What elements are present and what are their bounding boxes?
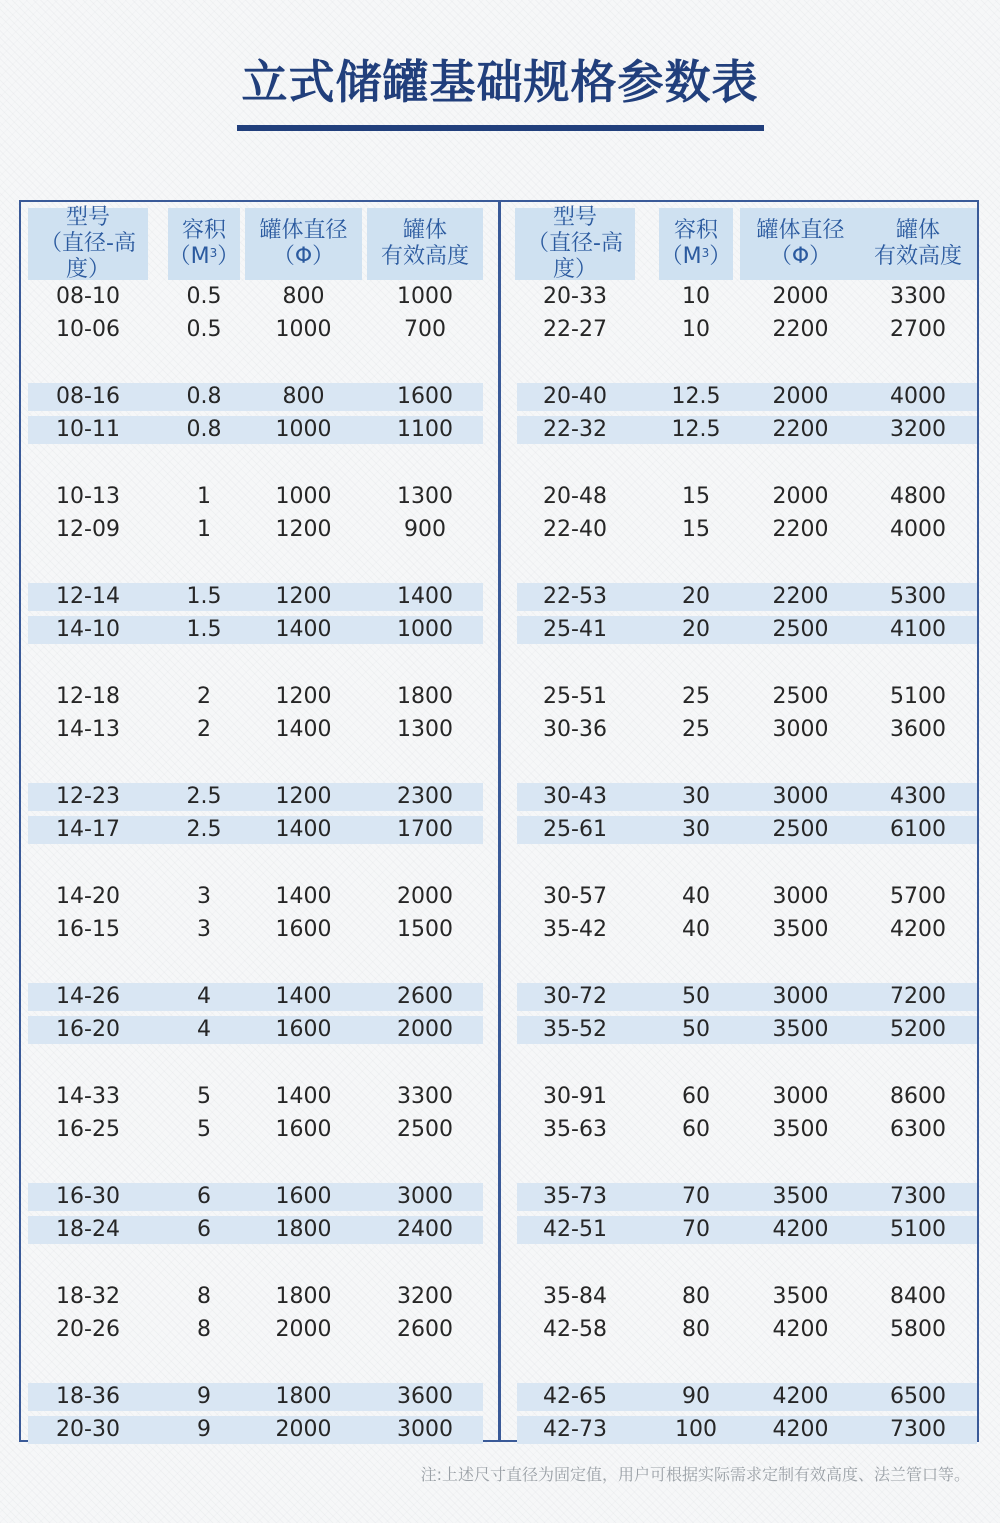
left-cell-volume: 1 bbox=[197, 484, 211, 509]
left-header-height bbox=[367, 208, 483, 280]
left-cell-diameter: 1400 bbox=[275, 1084, 332, 1109]
left-cell-diameter: 800 bbox=[282, 384, 325, 409]
left-cell-model: 10-06 bbox=[56, 317, 120, 342]
left-cell-volume: 6 bbox=[197, 1184, 211, 1209]
right-cell-volume: 15 bbox=[682, 517, 710, 542]
right-header-model bbox=[515, 205, 635, 282]
right-cell-volume: 20 bbox=[682, 584, 710, 609]
header-line1: 罐体 bbox=[402, 218, 447, 243]
left-cell-height: 2600 bbox=[397, 1317, 453, 1342]
left-cell-model: 12-18 bbox=[56, 684, 120, 709]
left-cell-diameter: 1400 bbox=[275, 984, 332, 1009]
right-cell-model: 22-53 bbox=[543, 584, 607, 609]
right-cell-model: 25-51 bbox=[543, 684, 607, 709]
header-line2 bbox=[169, 244, 240, 270]
left-cell-volume: 3 bbox=[197, 884, 211, 909]
left-cell-volume: 9 bbox=[197, 1417, 211, 1442]
left-cell-model: 12-14 bbox=[56, 584, 120, 609]
right-cell-model: 35-52 bbox=[543, 1017, 607, 1042]
right-cell-diameter: 2200 bbox=[772, 517, 829, 542]
left-cell-model: 08-16 bbox=[56, 384, 120, 409]
right-cell-height: 4000 bbox=[890, 384, 946, 409]
right-cell-height: 3600 bbox=[890, 717, 946, 742]
header-line2-text: （直径-高度） bbox=[40, 231, 136, 282]
header-line1: 罐体 bbox=[895, 218, 940, 243]
left-cell-model: 20-26 bbox=[56, 1317, 120, 1342]
right-cell-model: 42-58 bbox=[543, 1317, 607, 1342]
left-cell-diameter: 1800 bbox=[275, 1217, 332, 1242]
right-cell-diameter: 2000 bbox=[772, 284, 829, 309]
right-cell-height: 7300 bbox=[890, 1184, 946, 1209]
right-cell-model: 20-33 bbox=[543, 284, 607, 309]
header-superscript: 3 bbox=[701, 246, 710, 260]
right-cell-diameter: 3500 bbox=[772, 1284, 829, 1309]
left-cell-volume: 4 bbox=[197, 984, 211, 1009]
left-cell-height: 1300 bbox=[397, 484, 453, 509]
left-cell-height: 1300 bbox=[397, 717, 453, 742]
right-cell-volume: 12.5 bbox=[671, 384, 721, 409]
left-cell-model: 14-20 bbox=[56, 884, 120, 909]
header-line2-text: （M bbox=[660, 244, 702, 269]
header-line1: 罐体直径 bbox=[756, 218, 845, 243]
right-cell-height: 5300 bbox=[890, 584, 946, 609]
header-line2 bbox=[273, 244, 334, 270]
header-line2-text: 有效高度 bbox=[873, 244, 962, 269]
left-cell-height: 2500 bbox=[397, 1117, 453, 1142]
left-cell-volume: 1 bbox=[197, 517, 211, 542]
left-cell-height: 3000 bbox=[397, 1184, 453, 1209]
left-cell-model: 16-15 bbox=[56, 917, 120, 942]
right-cell-height: 2700 bbox=[890, 317, 946, 342]
left-cell-diameter: 1000 bbox=[275, 484, 332, 509]
left-cell-height: 2400 bbox=[397, 1217, 453, 1242]
right-cell-diameter: 2200 bbox=[772, 317, 829, 342]
right-cell-height: 6500 bbox=[890, 1384, 946, 1409]
right-cell-volume: 60 bbox=[682, 1117, 710, 1142]
right-cell-model: 35-84 bbox=[543, 1284, 607, 1309]
right-cell-volume: 50 bbox=[682, 984, 710, 1009]
right-cell-model: 35-73 bbox=[543, 1184, 607, 1209]
right-cell-model: 35-42 bbox=[543, 917, 607, 942]
left-cell-model: 20-30 bbox=[56, 1417, 120, 1442]
right-cell-model: 30-57 bbox=[543, 884, 607, 909]
right-cell-volume: 70 bbox=[682, 1184, 710, 1209]
header-superscript: 3 bbox=[209, 246, 218, 260]
header-line2 bbox=[515, 231, 635, 283]
right-cell-volume: 80 bbox=[682, 1284, 710, 1309]
left-cell-height: 2300 bbox=[397, 784, 453, 809]
header-line2-text: （Φ） bbox=[272, 244, 335, 269]
left-cell-volume: 4 bbox=[197, 1017, 211, 1042]
right-cell-volume: 70 bbox=[682, 1217, 710, 1242]
title-underline bbox=[237, 125, 764, 131]
header-line2-tail: ） bbox=[217, 244, 240, 269]
right-cell-diameter: 4200 bbox=[772, 1317, 829, 1342]
left-cell-volume: 2.5 bbox=[186, 784, 222, 809]
left-cell-height: 1700 bbox=[397, 817, 453, 842]
right-cell-model: 20-40 bbox=[543, 384, 607, 409]
left-cell-diameter: 2000 bbox=[275, 1417, 332, 1442]
right-cell-height: 3300 bbox=[890, 284, 946, 309]
header-line2-text: （Φ） bbox=[769, 244, 832, 269]
left-cell-diameter: 1000 bbox=[275, 317, 332, 342]
left-cell-height: 700 bbox=[404, 317, 446, 342]
left-cell-model: 18-36 bbox=[56, 1384, 120, 1409]
left-cell-diameter: 1600 bbox=[275, 917, 332, 942]
left-cell-height: 3000 bbox=[397, 1417, 453, 1442]
left-cell-height: 1000 bbox=[397, 284, 453, 309]
header-line2 bbox=[874, 244, 962, 270]
right-cell-model: 42-65 bbox=[543, 1384, 607, 1409]
right-cell-height: 6300 bbox=[890, 1117, 946, 1142]
left-cell-height: 2600 bbox=[397, 984, 453, 1009]
header-line2 bbox=[661, 244, 732, 270]
right-cell-diameter: 2000 bbox=[772, 384, 829, 409]
left-cell-height: 1600 bbox=[397, 384, 453, 409]
right-cell-diameter: 4200 bbox=[772, 1384, 829, 1409]
left-cell-diameter: 1200 bbox=[275, 684, 332, 709]
right-cell-model: 22-32 bbox=[543, 417, 607, 442]
left-header-model bbox=[28, 205, 148, 282]
header-line2-text: （直径-高度） bbox=[527, 231, 623, 282]
left-cell-volume: 8 bbox=[197, 1284, 211, 1309]
right-cell-model: 25-61 bbox=[543, 817, 607, 842]
left-cell-volume: 5 bbox=[197, 1117, 211, 1142]
left-cell-volume: 1.5 bbox=[186, 584, 222, 609]
left-cell-diameter: 1000 bbox=[275, 417, 332, 442]
right-cell-diameter: 3500 bbox=[772, 1117, 829, 1142]
right-cell-diameter: 2000 bbox=[772, 484, 829, 509]
right-header-volume bbox=[659, 208, 733, 280]
right-cell-volume: 25 bbox=[682, 684, 710, 709]
footnote: 注:上述尺寸直径为固定值，用户可根据实际需求定制有效高度、法兰管口等。 bbox=[420, 1465, 970, 1484]
right-cell-volume: 30 bbox=[682, 817, 710, 842]
right-cell-diameter: 2200 bbox=[772, 417, 829, 442]
page-title: 立式储罐基础规格参数表 bbox=[241, 55, 759, 109]
left-cell-height: 3600 bbox=[397, 1384, 453, 1409]
left-cell-model: 12-23 bbox=[56, 784, 120, 809]
header-line2-text: （M bbox=[168, 244, 210, 269]
right-cell-diameter: 2200 bbox=[772, 584, 829, 609]
right-cell-height: 5100 bbox=[890, 684, 946, 709]
left-cell-height: 1000 bbox=[397, 617, 453, 642]
header-line1: 型号 bbox=[65, 205, 110, 230]
right-cell-height: 4100 bbox=[890, 617, 946, 642]
right-cell-model: 30-72 bbox=[543, 984, 607, 1009]
right-cell-volume: 50 bbox=[682, 1017, 710, 1042]
left-cell-height: 2000 bbox=[397, 1017, 453, 1042]
left-cell-diameter: 2000 bbox=[275, 1317, 332, 1342]
left-cell-model: 14-13 bbox=[56, 717, 120, 742]
left-cell-volume: 3 bbox=[197, 917, 211, 942]
right-cell-diameter: 4200 bbox=[772, 1217, 829, 1242]
left-cell-model: 14-26 bbox=[56, 984, 120, 1009]
left-cell-volume: 0.8 bbox=[186, 384, 222, 409]
left-cell-diameter: 800 bbox=[282, 284, 325, 309]
left-cell-diameter: 1800 bbox=[275, 1284, 332, 1309]
right-cell-model: 30-43 bbox=[543, 784, 607, 809]
right-cell-height: 6100 bbox=[890, 817, 946, 842]
left-cell-diameter: 1400 bbox=[275, 817, 332, 842]
right-cell-volume: 30 bbox=[682, 784, 710, 809]
right-header-height bbox=[859, 208, 977, 280]
right-cell-diameter: 4200 bbox=[772, 1417, 829, 1442]
left-cell-model: 16-20 bbox=[56, 1017, 120, 1042]
right-cell-model: 22-27 bbox=[543, 317, 607, 342]
right-cell-diameter: 3000 bbox=[772, 984, 829, 1009]
left-cell-volume: 0.5 bbox=[186, 284, 222, 309]
left-cell-model: 08-10 bbox=[56, 284, 120, 309]
right-cell-height: 4200 bbox=[890, 917, 946, 942]
right-cell-height: 5200 bbox=[890, 1017, 946, 1042]
right-cell-volume: 40 bbox=[682, 884, 710, 909]
right-cell-volume: 60 bbox=[682, 1084, 710, 1109]
left-cell-volume: 2 bbox=[197, 684, 211, 709]
header-line2 bbox=[770, 244, 831, 270]
header-line1: 容积 bbox=[673, 218, 718, 243]
right-cell-height: 7200 bbox=[890, 984, 946, 1009]
right-cell-height: 8400 bbox=[890, 1284, 946, 1309]
right-cell-height: 4800 bbox=[890, 484, 946, 509]
right-cell-model: 35-63 bbox=[543, 1117, 607, 1142]
left-cell-height: 1100 bbox=[397, 417, 453, 442]
left-cell-diameter: 1200 bbox=[275, 584, 332, 609]
right-cell-model: 30-36 bbox=[543, 717, 607, 742]
left-cell-model: 16-25 bbox=[56, 1117, 120, 1142]
left-header-volume bbox=[168, 208, 240, 280]
right-cell-volume: 12.5 bbox=[671, 417, 721, 442]
header-line1: 罐体直径 bbox=[259, 218, 348, 243]
left-cell-diameter: 1200 bbox=[275, 784, 332, 809]
header-line2-tail: ） bbox=[709, 244, 732, 269]
left-cell-model: 10-13 bbox=[56, 484, 120, 509]
right-cell-volume: 80 bbox=[682, 1317, 710, 1342]
left-cell-diameter: 1600 bbox=[275, 1017, 332, 1042]
left-cell-volume: 8 bbox=[197, 1317, 211, 1342]
left-cell-volume: 5 bbox=[197, 1084, 211, 1109]
right-cell-volume: 40 bbox=[682, 917, 710, 942]
right-cell-diameter: 3000 bbox=[772, 717, 829, 742]
left-cell-height: 1400 bbox=[397, 584, 453, 609]
left-cell-volume: 0.5 bbox=[186, 317, 222, 342]
left-cell-volume: 0.8 bbox=[186, 417, 222, 442]
left-cell-model: 12-09 bbox=[56, 517, 120, 542]
right-cell-height: 7300 bbox=[890, 1417, 946, 1442]
right-cell-volume: 100 bbox=[675, 1417, 717, 1442]
left-cell-height: 900 bbox=[404, 517, 446, 542]
left-cell-diameter: 1600 bbox=[275, 1117, 332, 1142]
left-cell-height: 1800 bbox=[397, 684, 453, 709]
right-cell-height: 3200 bbox=[890, 417, 946, 442]
right-cell-diameter: 3500 bbox=[772, 1184, 829, 1209]
left-cell-volume: 1.5 bbox=[186, 617, 222, 642]
header-line2 bbox=[28, 231, 148, 283]
header-line1: 容积 bbox=[181, 218, 226, 243]
right-cell-model: 42-51 bbox=[543, 1217, 607, 1242]
left-cell-diameter: 1400 bbox=[275, 717, 332, 742]
left-cell-volume: 2.5 bbox=[186, 817, 222, 842]
right-cell-height: 8600 bbox=[890, 1084, 946, 1109]
right-cell-diameter: 3500 bbox=[772, 917, 829, 942]
right-cell-diameter: 3000 bbox=[772, 1084, 829, 1109]
right-cell-model: 30-91 bbox=[543, 1084, 607, 1109]
left-cell-model: 18-24 bbox=[56, 1217, 120, 1242]
left-cell-height: 3300 bbox=[397, 1084, 453, 1109]
right-cell-volume: 10 bbox=[682, 317, 710, 342]
left-cell-volume: 9 bbox=[197, 1384, 211, 1409]
left-header-diameter bbox=[245, 208, 362, 280]
left-cell-diameter: 1600 bbox=[275, 1184, 332, 1209]
right-cell-diameter: 3000 bbox=[772, 784, 829, 809]
right-cell-diameter: 2500 bbox=[772, 817, 829, 842]
table-center-divider bbox=[498, 200, 501, 1442]
left-cell-diameter: 1200 bbox=[275, 517, 332, 542]
right-cell-model: 20-48 bbox=[543, 484, 607, 509]
left-cell-model: 14-10 bbox=[56, 617, 120, 642]
right-cell-diameter: 3000 bbox=[772, 884, 829, 909]
left-cell-diameter: 1400 bbox=[275, 884, 332, 909]
right-cell-height: 5100 bbox=[890, 1217, 946, 1242]
right-cell-volume: 25 bbox=[682, 717, 710, 742]
left-cell-height: 3200 bbox=[397, 1284, 453, 1309]
left-cell-height: 1500 bbox=[397, 917, 453, 942]
header-line1: 型号 bbox=[552, 205, 597, 230]
left-cell-volume: 6 bbox=[197, 1217, 211, 1242]
header-line2-text: 有效高度 bbox=[380, 244, 469, 269]
left-cell-diameter: 1800 bbox=[275, 1384, 332, 1409]
right-cell-volume: 90 bbox=[682, 1384, 710, 1409]
header-line2 bbox=[381, 244, 469, 270]
right-cell-diameter: 3500 bbox=[772, 1017, 829, 1042]
left-cell-model: 14-33 bbox=[56, 1084, 120, 1109]
left-cell-volume: 2 bbox=[197, 717, 211, 742]
right-cell-diameter: 2500 bbox=[772, 684, 829, 709]
left-cell-model: 14-17 bbox=[56, 817, 120, 842]
left-cell-height: 2000 bbox=[397, 884, 453, 909]
right-cell-volume: 10 bbox=[682, 284, 710, 309]
right-cell-height: 4300 bbox=[890, 784, 946, 809]
right-cell-height: 5700 bbox=[890, 884, 946, 909]
right-header-diameter bbox=[740, 208, 861, 280]
right-cell-model: 22-40 bbox=[543, 517, 607, 542]
left-cell-model: 18-32 bbox=[56, 1284, 120, 1309]
left-cell-diameter: 1400 bbox=[275, 617, 332, 642]
right-cell-volume: 20 bbox=[682, 617, 710, 642]
right-cell-height: 5800 bbox=[890, 1317, 946, 1342]
right-cell-model: 25-41 bbox=[543, 617, 607, 642]
right-cell-volume: 15 bbox=[682, 484, 710, 509]
right-cell-height: 4000 bbox=[890, 517, 946, 542]
right-cell-model: 42-73 bbox=[543, 1417, 607, 1442]
left-cell-model: 10-11 bbox=[56, 417, 120, 442]
left-cell-model: 16-30 bbox=[56, 1184, 120, 1209]
right-cell-diameter: 2500 bbox=[772, 617, 829, 642]
